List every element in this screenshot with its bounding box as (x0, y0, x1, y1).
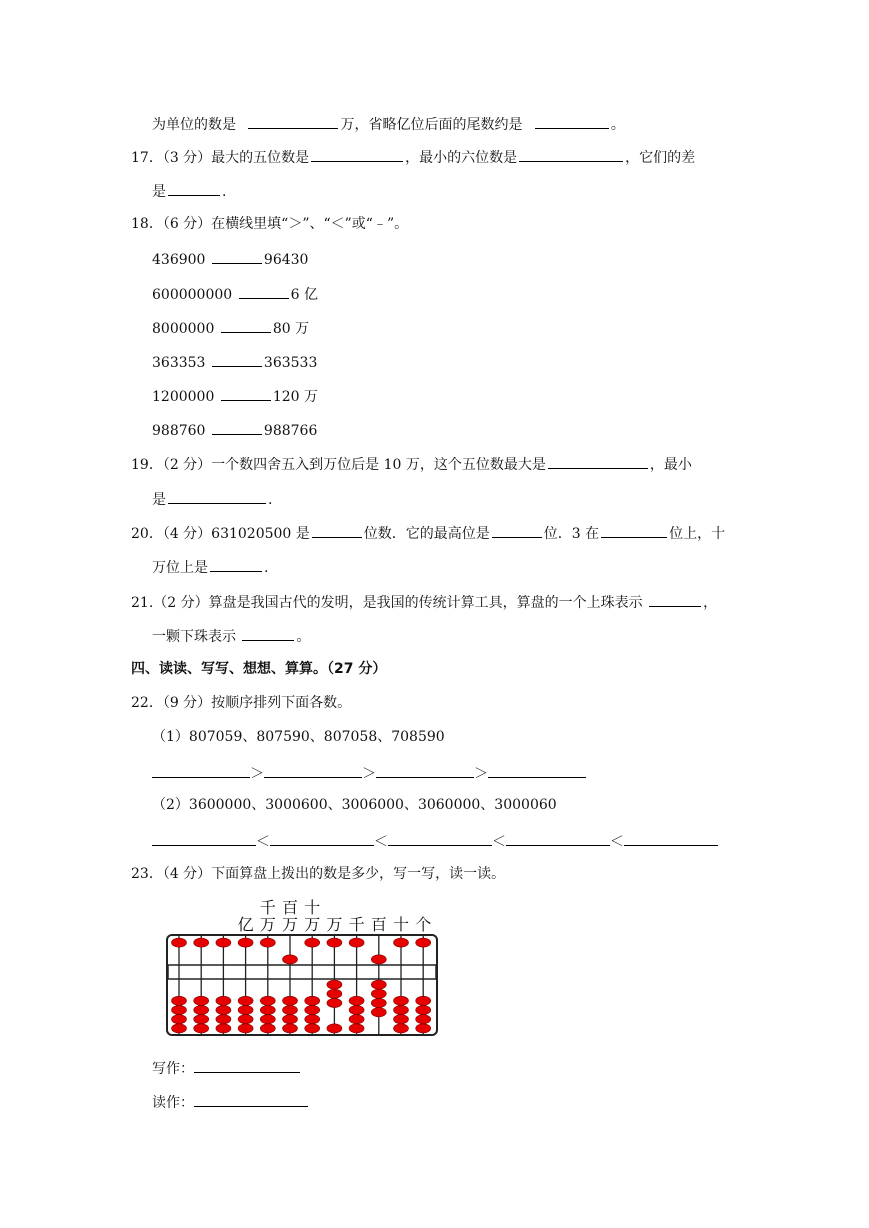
q18-row-left: 8000000 (152, 321, 215, 337)
q17-text-d: 是 (152, 184, 166, 200)
lower-bead[interactable] (283, 1024, 298, 1033)
q21-text-c: 一颗下珠表示 (152, 629, 236, 645)
lower-bead[interactable] (416, 1015, 431, 1024)
lower-bead[interactable] (238, 1005, 253, 1014)
q20-text-b: 位数．它的最高位是 (363, 526, 490, 542)
lower-bead[interactable] (216, 1005, 231, 1014)
place-label-bottom: 百 (370, 915, 387, 934)
lower-bead[interactable] (416, 996, 431, 1005)
place-label-top: 百 (281, 898, 299, 917)
q18-row-right: 988766 (263, 423, 318, 439)
lt-sign: ＜ (256, 834, 270, 850)
lower-bead[interactable] (371, 980, 386, 989)
lower-bead[interactable] (283, 1005, 298, 1014)
upper-bead[interactable] (194, 938, 209, 947)
q18-title: 18．（6 分）在横线里填“＞”、“＜”或“﹣”。 (131, 216, 409, 232)
lower-bead[interactable] (394, 1005, 409, 1014)
q18-row (152, 317, 309, 337)
q17-line-1 (131, 146, 695, 166)
q22-blank[interactable] (152, 830, 256, 846)
q20-blank-4[interactable] (210, 556, 262, 572)
lower-bead[interactable] (371, 998, 386, 1007)
q20-text-f: . (264, 560, 269, 576)
lower-bead[interactable] (305, 1005, 320, 1014)
q18-row-blank[interactable] (221, 317, 271, 333)
q20-line-1 (131, 522, 725, 542)
place-label-bottom: 万 (326, 915, 343, 934)
gt-sign: ＞ (362, 766, 376, 782)
q20-text-c: 位．3 在 (543, 526, 600, 542)
lower-bead[interactable] (305, 996, 320, 1005)
q20-text-e: 万位上是 (152, 560, 208, 576)
q22-blank[interactable] (488, 762, 586, 778)
lower-bead[interactable] (260, 1015, 275, 1024)
lower-bead[interactable] (394, 1015, 409, 1024)
lower-bead[interactable] (371, 1008, 386, 1017)
lower-bead[interactable] (327, 1024, 342, 1033)
q22-blank[interactable] (388, 830, 492, 846)
upper-bead[interactable] (172, 938, 187, 947)
lower-bead[interactable] (194, 996, 209, 1005)
q22-blank[interactable] (506, 830, 610, 846)
q22-part2-answer (152, 830, 718, 850)
q22-blank[interactable] (376, 762, 474, 778)
read-label: 读作： (152, 1095, 194, 1111)
q18-row-right: 120 万 (272, 389, 318, 405)
lower-bead[interactable] (327, 998, 342, 1007)
write-answer-blank[interactable] (194, 1057, 300, 1073)
q16-blank-1[interactable] (248, 113, 338, 129)
q20-text-a: 20．（4 分）631020500 是 (131, 526, 310, 542)
q17-blank-1[interactable] (311, 146, 403, 162)
lower-bead[interactable] (349, 996, 364, 1005)
q19-text-c: 是 (152, 492, 166, 508)
q21-line-1 (131, 591, 717, 611)
upper-bead[interactable] (305, 938, 320, 947)
q18-row-right: 80 万 (272, 321, 310, 337)
read-answer-blank[interactable] (194, 1091, 308, 1107)
lt-sign: ＜ (374, 834, 388, 850)
q18-row (152, 419, 317, 439)
q16-text-c: 。 (610, 117, 625, 133)
q18-row-blank[interactable] (212, 351, 262, 367)
q19-text-b: ，最小 (649, 457, 692, 473)
place-label-bottom: 万 (259, 915, 276, 934)
q16-text-a: 为单位的数是 (152, 117, 236, 133)
q17-line-2 (152, 180, 226, 200)
upper-bead[interactable] (260, 938, 275, 947)
q21-blank-1[interactable] (649, 591, 701, 607)
q19-line-1 (131, 453, 692, 473)
lower-bead[interactable] (305, 1015, 320, 1024)
gt-sign: ＞ (250, 766, 264, 782)
q22-blank[interactable] (152, 762, 250, 778)
q22-part1-answer (152, 762, 586, 782)
upper-bead[interactable] (238, 938, 253, 947)
lower-bead[interactable] (238, 996, 253, 1005)
lower-bead[interactable] (172, 1015, 187, 1024)
q17-blank-3[interactable] (168, 180, 220, 196)
q18-row-right: 6 亿 (290, 287, 318, 303)
q16-text-b: 万，省略亿位后面的尾数约是 (340, 117, 523, 133)
lower-bead[interactable] (349, 1015, 364, 1024)
q19-text-d: . (268, 492, 273, 508)
q21-blank-2[interactable] (242, 625, 294, 641)
upper-bead[interactable] (349, 938, 364, 947)
q18-row-left: 600000000 (152, 287, 233, 303)
lower-bead[interactable] (327, 989, 342, 998)
lower-bead[interactable] (216, 1024, 231, 1033)
q22-blank[interactable] (264, 762, 362, 778)
q17-text-b: ，最小的六位数是 (405, 150, 518, 166)
q19-text-a: 19．（2 分）一个数四舍五入到万位后是 10 万，这个五位数最大是 (131, 457, 546, 473)
q22-part2: （2）3600000、3000600、3006000、3060000、3000060 (152, 797, 557, 813)
q18-row (152, 351, 317, 371)
q18-row (152, 283, 318, 303)
lower-bead[interactable] (238, 1015, 253, 1024)
upper-bead[interactable] (283, 955, 298, 964)
lower-bead[interactable] (416, 1024, 431, 1033)
lower-bead[interactable] (283, 996, 298, 1005)
lower-bead[interactable] (172, 1005, 187, 1014)
section-4-heading: 四、读读、写写、想想、算算。（27 分） (131, 661, 387, 677)
q16-tail-line (152, 113, 625, 133)
lt-sign: ＜ (610, 834, 624, 850)
q20-line-2 (152, 556, 268, 576)
q21-line-2 (152, 625, 310, 645)
place-label-bottom: 千 (348, 915, 365, 934)
place-label-top: 千 (259, 898, 276, 917)
q22-part1: （1）807059、807590、807058、708590 (152, 729, 445, 745)
q22-title: 22．（9 分）按顺序排列下面各数。 (131, 695, 352, 711)
lower-bead[interactable] (371, 989, 386, 998)
upper-bead[interactable] (416, 938, 431, 947)
lower-bead[interactable] (327, 980, 342, 989)
place-label-bottom: 十 (392, 915, 410, 934)
lower-bead[interactable] (394, 1024, 409, 1033)
place-label-bottom: 亿 (237, 915, 254, 934)
lower-bead[interactable] (349, 1005, 364, 1014)
lower-bead[interactable] (238, 1024, 253, 1033)
lt-sign: ＜ (492, 834, 506, 850)
lower-bead[interactable] (172, 1024, 187, 1033)
upper-bead[interactable] (394, 938, 409, 947)
q18-row-left: 1200000 (152, 389, 215, 405)
q18-row-blank[interactable] (212, 248, 262, 264)
lower-bead[interactable] (216, 996, 231, 1005)
lower-bead[interactable] (260, 1005, 275, 1014)
upper-bead[interactable] (371, 955, 386, 964)
q20-blank-1[interactable] (312, 522, 362, 538)
q18-row-right: 96430 (263, 252, 309, 268)
upper-bead[interactable] (327, 938, 342, 947)
q18-row-left: 436900 (152, 252, 206, 268)
lower-bead[interactable] (416, 1005, 431, 1014)
q21-text-b: ， (703, 595, 718, 611)
lower-bead[interactable] (216, 1015, 231, 1024)
q22-blank[interactable] (624, 830, 718, 846)
q21-text-d: 。 (296, 629, 311, 645)
lower-bead[interactable] (283, 1015, 298, 1024)
place-label-bottom: 个 (415, 915, 432, 934)
q18-row-left: 988760 (152, 423, 206, 439)
q17-text-a: 17．（3 分）最大的五位数是 (131, 150, 310, 166)
lower-bead[interactable] (172, 996, 187, 1005)
q23-title: 23．（4 分）下面算盘上拨出的数是多少，写一写，读一读。 (131, 866, 506, 882)
q18-row (152, 385, 318, 405)
place-label-bottom: 万 (304, 915, 321, 934)
abacus-beads (172, 938, 431, 1033)
q19-line-2 (152, 488, 272, 508)
place-label-top: 十 (304, 898, 321, 917)
write-line (152, 1057, 300, 1077)
q17-text-c: ，它们的差 (625, 150, 696, 166)
lower-bead[interactable] (194, 1024, 209, 1033)
q18-row-blank[interactable] (221, 385, 271, 401)
read-line (152, 1091, 308, 1111)
q20-blank-2[interactable] (492, 522, 542, 538)
gt-sign: ＞ (474, 766, 488, 782)
q20-text-d: 位上，十 (669, 526, 726, 542)
q22-blank[interactable] (270, 830, 374, 846)
q17-blank-2[interactable] (519, 146, 623, 162)
lower-bead[interactable] (349, 1024, 364, 1033)
abacus-beam (168, 965, 436, 979)
q21-text-a: 21.（2 分）算盘是我国古代的发明，是我国的传统计算工具，算盘的一个上珠表示 (131, 595, 643, 611)
upper-bead[interactable] (216, 938, 231, 947)
lower-bead[interactable] (260, 1024, 275, 1033)
abacus (165, 896, 445, 1046)
q18-row (152, 248, 308, 268)
q19-blank-1[interactable] (548, 453, 648, 469)
lower-bead[interactable] (394, 996, 409, 1005)
q20-blank-3[interactable] (601, 522, 667, 538)
q18-row-left: 363353 (152, 355, 206, 371)
q19-blank-2[interactable] (168, 488, 266, 504)
q17-text-e: . (222, 184, 227, 200)
write-label: 写作： (152, 1061, 194, 1077)
lower-bead[interactable] (305, 1024, 320, 1033)
q18-row-right: 363533 (263, 355, 318, 371)
place-labels-bottom (238, 915, 432, 934)
place-label-bottom: 万 (281, 915, 299, 934)
q18-row-blank[interactable] (239, 283, 289, 299)
lower-bead[interactable] (260, 996, 275, 1005)
lower-bead[interactable] (194, 1015, 209, 1024)
lower-bead[interactable] (194, 1005, 209, 1014)
q16-blank-2[interactable] (535, 113, 609, 129)
q18-row-blank[interactable] (212, 419, 262, 435)
